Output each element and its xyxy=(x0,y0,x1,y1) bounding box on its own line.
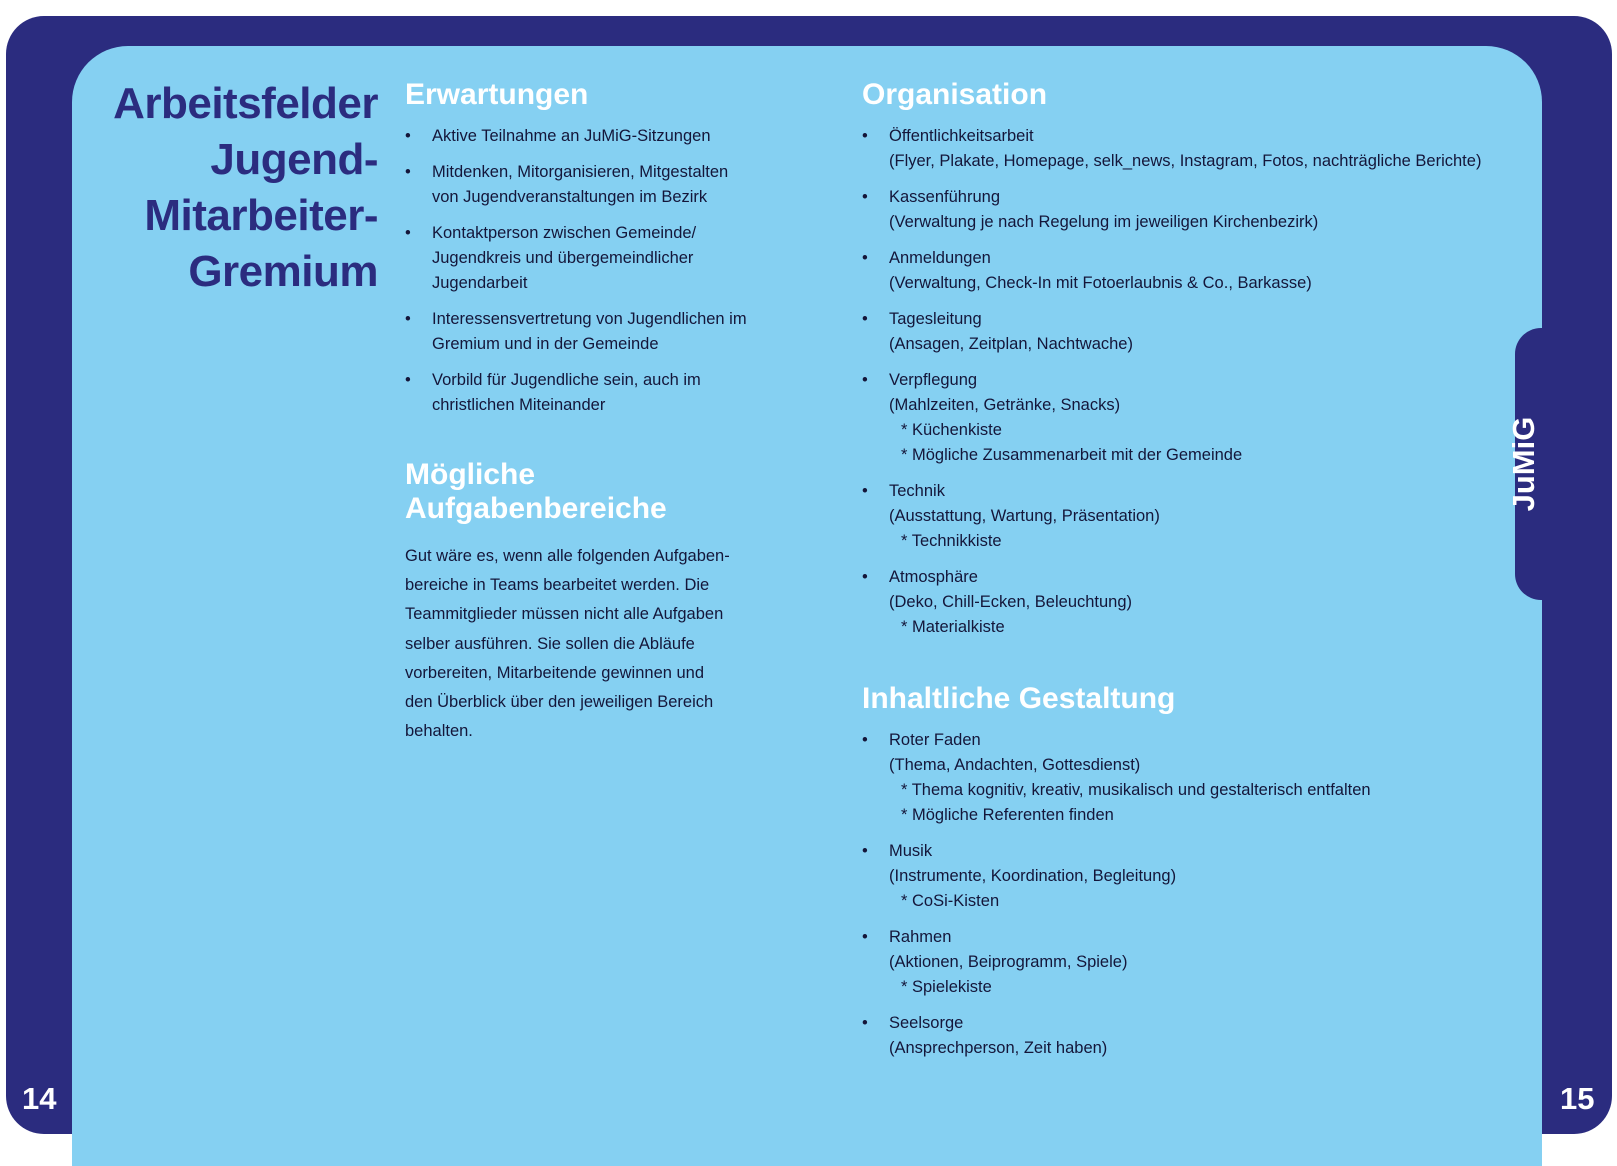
list-item xyxy=(862,124,1502,174)
list-item-detail: (Verwaltung, Check-In mit Fotoerlaubnis & Co., Barkasse) xyxy=(889,274,1312,292)
list-subitem: * Mögliche Zusammenarbeit mit der Gemeinde xyxy=(901,446,1243,464)
list-item-title: • Seelsorge xyxy=(889,1014,964,1032)
list-item-detail: (Deko, Chill-Ecken, Beleuchtung) xyxy=(889,593,1133,611)
list-subitem: * Küchenkiste xyxy=(901,421,1002,439)
list-item-detail: (Ansagen, Zeitplan, Nachtwache) xyxy=(889,335,1133,353)
list-item xyxy=(862,246,1502,296)
list-item-detail: (Aktionen, Beiprogramm, Spiele) xyxy=(889,953,1128,971)
list-item xyxy=(862,839,1502,914)
list-item-title: • Kassenführung xyxy=(889,188,1000,206)
list-item-text: • Mitdenken, Mitorganisieren, Mitgestalten von Jugendveranstaltungen im Bezirk xyxy=(432,163,729,206)
list-item xyxy=(862,925,1502,1000)
erwartungen-list xyxy=(405,124,785,429)
list-item-detail: (Ansprechperson, Zeit haben) xyxy=(889,1039,1108,1057)
list-item-text: • Aktive Teilnahme an JuMiG-Sitzungen xyxy=(432,127,711,145)
list-item-detail: (Mahlzeiten, Getränke, Snacks) xyxy=(889,396,1121,414)
list-item-title: • Tagesleitung xyxy=(889,310,982,328)
list-item-title: • Rahmen xyxy=(889,928,952,946)
list-item-title: • Öffentlichkeitsarbeit xyxy=(889,127,1034,145)
list-subitem: * Technikkiste xyxy=(901,532,1002,550)
list-item xyxy=(405,124,785,149)
list-item-title: • Technik xyxy=(889,482,945,500)
page-number-right: 15 xyxy=(1560,1081,1595,1116)
list-item xyxy=(862,565,1502,640)
list-item-detail: (Flyer, Plakate, Homepage, selk_news, Instagram, Fotos, nachträgliche Berichte) xyxy=(889,152,1482,170)
list-item-title: • Musik xyxy=(889,842,933,860)
list-item xyxy=(405,368,785,418)
list-item-detail: (Verwaltung je nach Regelung im jeweiligen Kirchenbezirk) xyxy=(889,213,1319,231)
inhalt-list xyxy=(862,728,1502,1072)
list-item xyxy=(862,479,1502,554)
list-item-detail: (Instrumente, Koordination, Begleitung) xyxy=(889,867,1177,885)
list-item-text: • Vorbild für Jugendliche sein, auch im christlichen Miteinander xyxy=(432,371,701,414)
list-item-title: • Roter Faden xyxy=(889,731,981,749)
organisation-list xyxy=(862,124,1502,651)
erwartungen-heading: Erwartungen xyxy=(405,78,589,111)
list-item-title: • Anmeldungen xyxy=(889,249,991,267)
list-subitem: * CoSi-Kisten xyxy=(901,892,1000,910)
page-title: Arbeitsfelder Jugend- Mitarbeiter- Gremium xyxy=(113,79,378,296)
list-item xyxy=(405,221,785,296)
list-item xyxy=(405,160,785,210)
side-tab-label: JuMiG xyxy=(1506,416,1541,512)
list-item-detail: (Thema, Andachten, Gottesdienst) xyxy=(889,756,1141,774)
list-item-title: • Atmosphäre xyxy=(889,568,978,586)
list-item-text: • Interessensvertretung von Jugendlichen im Gremium und in der Gemeinde xyxy=(432,310,747,353)
list-item xyxy=(862,307,1502,357)
list-subitem: * Thema kognitiv, kreativ, musikalisch und gestalterisch entfalten xyxy=(901,781,1371,799)
aufgaben-heading: Mögliche Aufgabenbereiche xyxy=(405,458,667,525)
aufgaben-text: Gut wäre es, wenn alle folgenden Aufgaben- bereiche in Teams bearbeitet werden. Die Teammitglieder müssen nicht alle Aufgaben selber ausführen. Sie sollen die Abläufe vorbereiten, Mitarbeitende gewinnen und den Überblick über den jeweiligen Bereich behalten. xyxy=(405,547,730,741)
list-item xyxy=(862,1011,1502,1061)
list-subitem: * Mögliche Referenten finden xyxy=(901,806,1114,824)
list-item-detail: (Ausstattung, Wartung, Präsentation) xyxy=(889,507,1160,525)
list-item xyxy=(405,307,785,357)
list-item-text: • Kontaktperson zwischen Gemeinde/ Jugendkreis und übergemeindlicher Jugendarbeit xyxy=(432,224,697,292)
list-item xyxy=(862,728,1502,828)
inhalt-heading: Inhaltliche Gestaltung xyxy=(862,682,1176,715)
page-number-left: 14 xyxy=(22,1081,57,1116)
list-item xyxy=(862,185,1502,235)
list-item-title: • Verpflegung xyxy=(889,371,978,389)
list-subitem: * Materialkiste xyxy=(901,618,1005,636)
list-item xyxy=(862,368,1502,468)
list-subitem: * Spielekiste xyxy=(901,978,992,996)
organisation-heading: Organisation xyxy=(862,78,1048,111)
